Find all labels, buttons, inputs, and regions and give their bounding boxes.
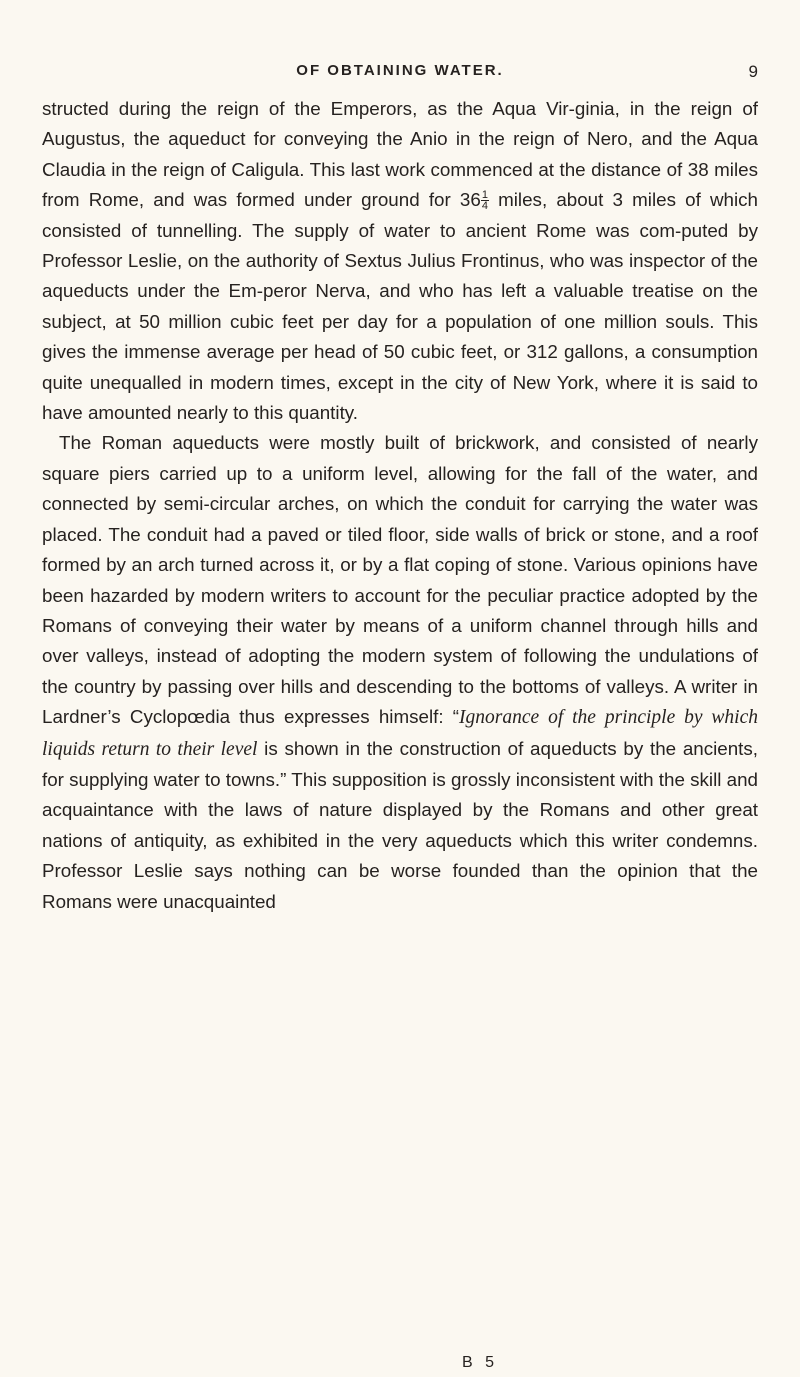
signature-mark: B 5	[462, 1354, 499, 1371]
italic-quotation: Ignorance of the principle by which liquids return to their level	[42, 707, 758, 760]
text-run: is shown in the construction of aqueducts by the ancients, for supplying water to towns.” This supposition is grossly inconsistent with the skill and acquaintance with the laws of nature displayed by the Romans and other great nations of antiquity, as exhibited in the very aqueducts which this writer condemns. Professor Leslie says nothing can be worse founded than the opinion that the Romans were unacquainted	[42, 737, 758, 912]
running-head: OF OBTAINING WATER.	[296, 62, 504, 79]
paragraph-2	[42, 428, 758, 917]
fraction-numerator: 1	[481, 189, 488, 202]
text-run: miles, about 3 miles of which consisted of tunnelling. The supply of water to ancient Rome was com-puted by Professor Leslie, on the authority of Sextus Julius Frontinus, who was inspector of the aqueducts under the Em-peror Nerva, and who has left a valuable treatise on the subject, at 50 million cubic feet per day for a population of one million souls. This gives the immense average per head of 50 cubic feet, or 312 gallons, a consumption quite unequalled in modern times, except in the city of New York, where it is said to have amounted nearly to this quantity.	[42, 189, 758, 424]
text-run: The Roman aqueducts were mostly built of brickwork, and consisted of nearly square piers carried up to a uniform level, allowing for the fall of the water, and connected by semi-circular arches, on which the conduit for carrying the water was placed. The conduit had a paved or tiled floor, side walls of brick or stone, and a roof formed by an arch turned across it, or by a flat coping of stone. Various opinions have been hazarded by modern writers to account for the peculiar practice adopted by the Romans of conveying their water by means of a uniform channel through hills and over valleys, instead of adopting the modern system of following the undulations of the country by passing over hills and descending to the bottoms of valleys. A writer in Lardner’s Cyclopœdia thus expresses himself: “	[42, 432, 758, 728]
page-header	[42, 62, 758, 86]
page-number: 9	[748, 62, 758, 81]
fraction-denominator: 4	[481, 200, 488, 213]
text-run: structed during the reign of the Emperors, as the Aqua Vir-ginia, in the reign of Augustus, the aqueduct for conveying the Anio in the reign of Nero, and the Aqua Claudia in the reign of Caligula. This last work commenced at the distance of 38 miles from Rome, and was formed under ground for 36	[42, 98, 758, 211]
body-text	[42, 94, 758, 917]
paragraph-1	[42, 94, 758, 428]
fraction-quarter	[481, 190, 489, 211]
